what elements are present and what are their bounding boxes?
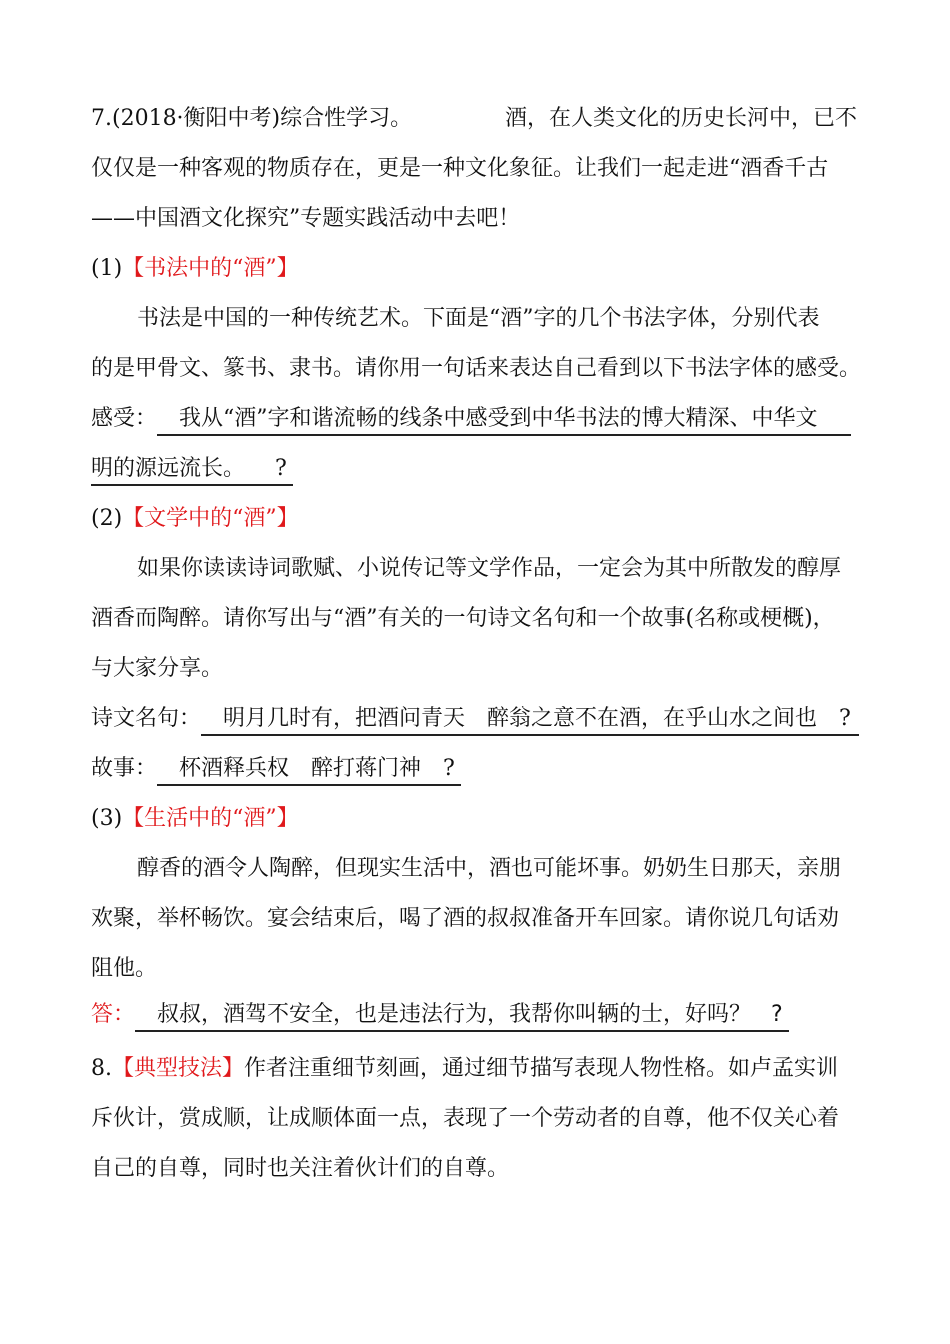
- feeling-answer-2: 明的源远流长。: [91, 456, 246, 481]
- q8-number: 8.: [91, 1056, 112, 1081]
- advice-answer-line: [91, 1000, 950, 1032]
- feeling-answer-line-2: [91, 454, 950, 486]
- story-answer-b: 醉打蒋门神: [311, 756, 422, 781]
- section-3-para-line-2: 欢聚，举杯畅饮。宴会结束后，喝了酒的叔叔准备开车回家。请你说几句话劝: [91, 906, 840, 931]
- poem-answer-mark: ?: [839, 706, 851, 731]
- section-1-title: 【书法中的“酒”】: [122, 256, 299, 281]
- q8-line-1: [91, 1054, 950, 1084]
- answer-label: 答：: [91, 1002, 136, 1027]
- section-2-para-line-3: 与大家分享。: [91, 656, 224, 681]
- section-3-heading: [91, 804, 950, 834]
- section-1-number: (1): [91, 256, 123, 281]
- section-3-title: 【生活中的“酒”】: [122, 806, 299, 831]
- section-3-number: (3): [91, 806, 123, 831]
- q8-text-1: 作者注重细节刻画，通过细节描写表现人物性格。如卢孟实训: [244, 1056, 839, 1081]
- section-2-para-line-2: 酒香而陶醉。请你写出与“酒”有关的一句诗文名句和一个故事(名称或梗概)，: [91, 606, 835, 631]
- section-2-title: 【文学中的“酒”】: [122, 506, 299, 531]
- poem-label: 诗文名句：: [91, 706, 202, 731]
- section-2-number: (2): [91, 506, 123, 531]
- advice-answer: 叔叔，酒驾不安全，也是违法行为，我帮你叫辆的士，好吗？: [157, 1002, 752, 1027]
- story-answer-a: 杯酒释兵权: [179, 756, 290, 781]
- poem-answer-a: 明月几时有，把酒问青天: [223, 706, 466, 731]
- section-2-heading: [91, 504, 950, 534]
- q8-line-2: 斥伙计，赏成顺，让成顺体面一点，表现了一个劳动者的自尊，他不仅关心着: [91, 1106, 840, 1131]
- story-answer-line: [91, 754, 950, 786]
- story-answer-underline: [157, 754, 461, 786]
- advice-answer-mark: ?: [771, 1002, 783, 1027]
- section-1-para-line-1: 书法是中国的一种传统艺术。下面是“酒”字的几个书法字体，分别代表: [137, 306, 820, 331]
- section-3-para-line-1: 醇香的酒令人陶醉，但现实生活中，酒也可能坏事。奶奶生日那天，亲朋: [137, 856, 842, 881]
- section-1-para-line-2: 的是甲骨文、篆书、隶书。请你用一句话来表达自己看到以下书法字体的感受。: [91, 356, 862, 381]
- q7-line-2: 仅仅是一种客观的物质存在，更是一种文化象征。让我们一起走进“酒香千古: [91, 156, 829, 181]
- feeling-answer-1: 我从“酒”字和谐流畅的线条中感受到中华书法的博大精深、中华文: [157, 404, 851, 436]
- poem-answer-b: 醉翁之意不在酒，在乎山水之间也: [487, 706, 818, 731]
- poem-answer-underline: [201, 704, 859, 736]
- q8-tag: 【典型技法】: [112, 1056, 245, 1081]
- feeling-label: 感受：: [91, 406, 158, 431]
- q7-line-3: ——中国酒文化探究”专题实践活动中去吧！: [91, 206, 521, 231]
- section-2-para-line-1: 如果你读读诗词歌赋、小说传记等文学作品，一定会为其中所散发的醇厚: [137, 556, 842, 581]
- section-1-heading: [91, 254, 950, 284]
- feeling-answer-line-1: [91, 404, 950, 436]
- q7-heading: 7.(2018·衡阳中考)综合性学习。: [91, 106, 413, 131]
- advice-answer-underline: [135, 1000, 789, 1032]
- section-3-para-line-3: 阻他。: [91, 956, 158, 981]
- story-answer-mark: ?: [443, 756, 455, 781]
- feeling-answer-mark: ?: [275, 456, 287, 481]
- poem-answer-line: [91, 704, 950, 736]
- q7-intro-text: 酒，在人类文化的历史长河中，已不: [505, 106, 858, 131]
- q8-line-3: 自己的自尊，同时也关注着伙计们的自尊。: [91, 1156, 510, 1181]
- feeling-answer-underline: [91, 454, 293, 486]
- story-label: 故事：: [91, 756, 158, 781]
